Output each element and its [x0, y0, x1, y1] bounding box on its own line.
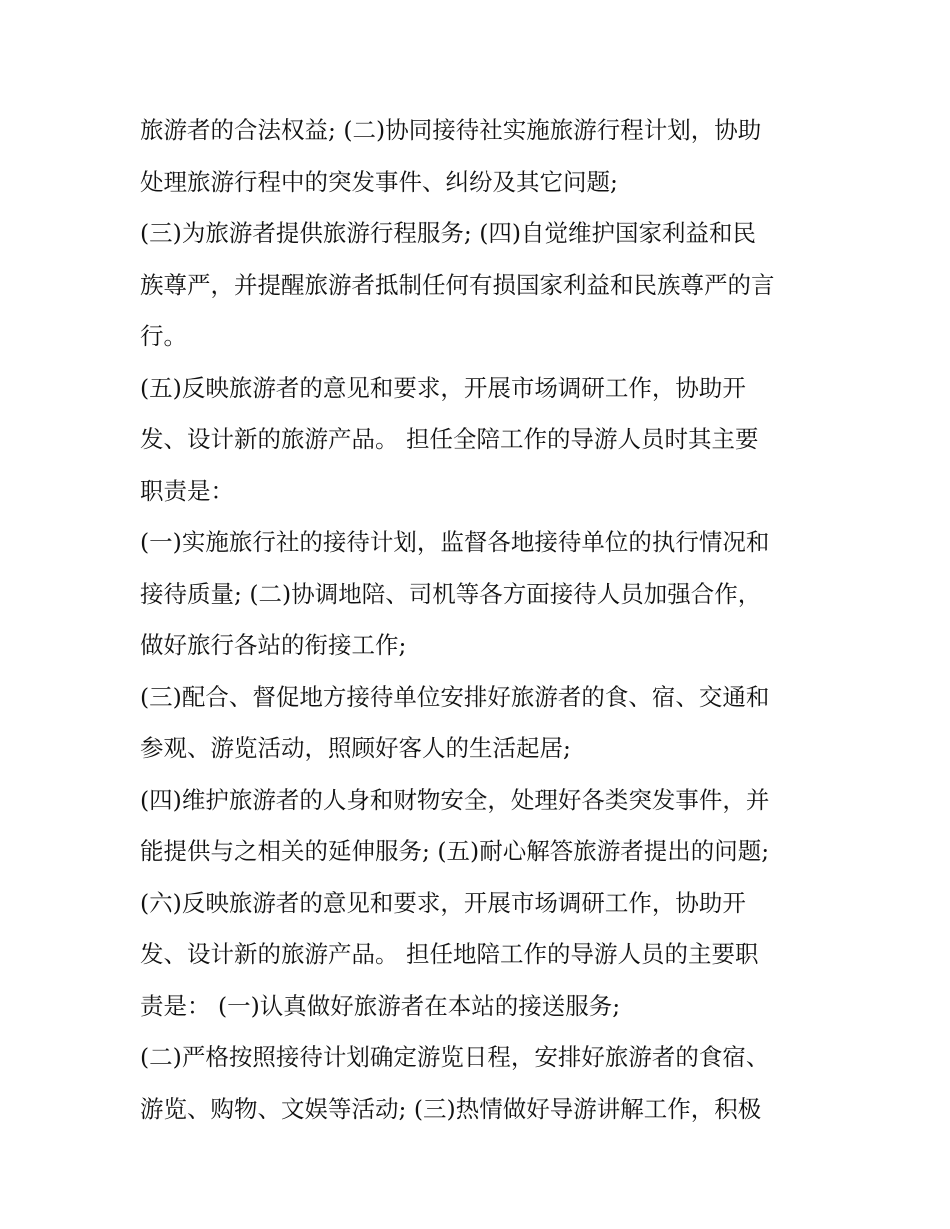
- text-line-14: (四)维护旅游者的人身和财物安全，处理好各类突发事件，并: [140, 785, 770, 814]
- text-line-12: (三)配合、督促地方接待单位安排好旅游者的食、宿、交通和: [140, 682, 770, 711]
- text-line-18: 责是： (一)认真做好旅游者在本站的接送服务;: [140, 991, 621, 1020]
- text-line-10: 接待质量; (二)协调地陪、司机等各方面接待人员加强合作，: [140, 579, 762, 608]
- text-line-13: 参观、游览活动，照顾好客人的生活起居;: [140, 734, 571, 762]
- text-line-6: (五)反映旅游者的意见和要求，开展市场调研工作，协助开: [140, 373, 746, 402]
- text-line-7: 发、设计新的旅游产品。 担任全陪工作的导游人员时其主要: [140, 425, 759, 453]
- text-line-11: 做好旅行各站的衔接工作;: [140, 631, 407, 659]
- text-line-17: 发、设计新的旅游产品。 担任地陪工作的导游人员的主要职: [140, 940, 759, 968]
- text-line-20: 游览、购物、文娱等活动; (三)热情做好导游讲解工作，积极: [140, 1094, 762, 1123]
- text-line-5: 行。: [140, 322, 187, 350]
- text-line-1: 旅游者的合法权益; (二)协同接待社实施旅游行程计划，协助: [140, 116, 762, 144]
- text-line-15: 能提供与之相关的延伸服务; (五)耐心解答旅游者提出的问题;: [140, 837, 770, 865]
- text-line-3: (三)为旅游者提供旅游行程服务; (四)自觉维护国家利益和民: [140, 219, 757, 247]
- text-line-8: 职责是：: [140, 476, 234, 505]
- text-line-19: (二)严格按照接待计划确定游览日程，安排好旅游者的食宿、: [140, 1043, 770, 1071]
- text-line-16: (六)反映旅游者的意见和要求，开展市场调研工作，协助开: [140, 888, 746, 917]
- body-text: [140, 105, 820, 1135]
- text-line-4: 族尊严，并提醒旅游者抵制任何有损国家利益和民族尊严的言: [140, 270, 775, 299]
- text-line-9: (一)实施旅行社的接待计划，监督各地接待单位的执行情况和: [140, 528, 770, 556]
- text-line-2: 处理旅游行程中的突发事件、纠纷及其它问题;: [140, 167, 618, 196]
